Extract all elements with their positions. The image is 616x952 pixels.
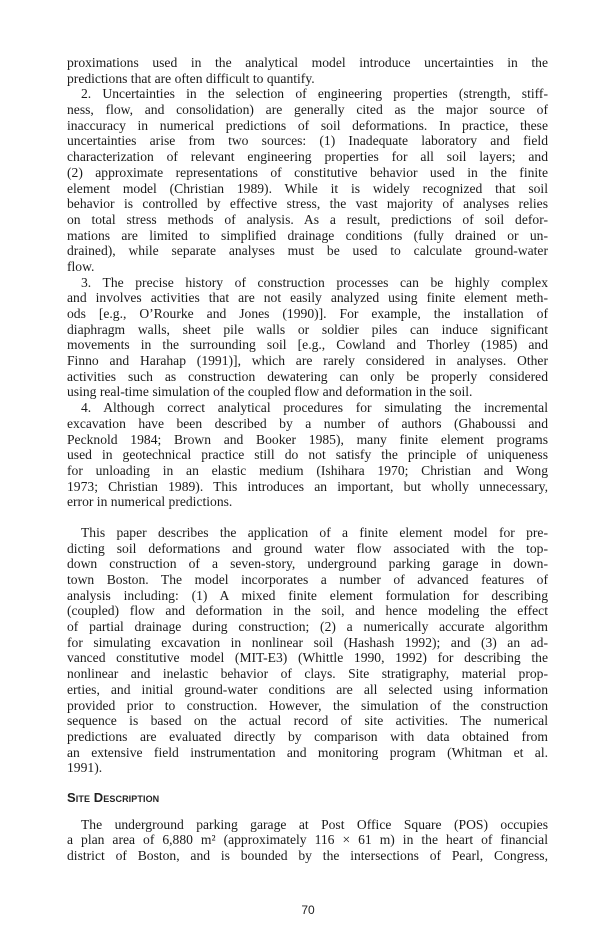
text-line: for simulating excavation in nonlinear soil (Hashash 1992); and (3) an ad- — [67, 634, 548, 650]
text-line: and involves activities that are not easily analyzed using finite element meth- — [67, 290, 548, 306]
paragraph — [67, 86, 548, 274]
text-line: using real-time simulation of the coupled flow and deformation in the soil. — [67, 384, 473, 400]
paragraph — [67, 400, 548, 510]
text-line: for unloading in an elastic medium (Ishihara 1970; Christian and Wong — [67, 462, 548, 478]
text-line: Finno and Harahap (1991)], which are rarely considered in analyses. Other — [67, 353, 548, 369]
text-line: 4. Although correct analytical procedures for simulating the incremental — [81, 400, 548, 416]
text-line: behavior is controlled by effective stress, the vast majority of analyses relies — [67, 196, 548, 212]
text-line: characterization of relevant engineering properties for all soil layers; and — [67, 149, 548, 165]
text-line: analysis including: (1) A mixed finite element formulation for describing — [67, 587, 548, 603]
text-line: element model (Christian 1989). While it is widely recognized that soil — [67, 180, 548, 196]
text-line: a plan area of 6,880 m² (approximately 116 × 61 m) in the heart of financial — [67, 832, 548, 848]
text-line: dicting soil deformations and ground water flow associated with the top- — [67, 540, 548, 556]
text-line: error in numerical predictions. — [67, 494, 233, 510]
text-line: used in geotechnical practice still do not satisfy the principle of uniqueness — [67, 447, 548, 463]
text-line: (coupled) flow and deformation in the soil, and hence modeling the effect — [67, 603, 548, 619]
text-line: ness, flow, and consolidation) are generally cited as the major source of — [67, 102, 548, 118]
text-line: mations are limited to simplified drainage conditions (fully drained or un- — [67, 227, 548, 243]
text-line: Pecknold 1984; Brown and Booker 1985), many finite element programs — [67, 431, 548, 447]
text-line: flow. — [67, 258, 95, 274]
text-line: activities such as construction dewatering can only be properly considered — [67, 368, 548, 384]
text-line: provided prior to construction. However, the simulation of the construction — [67, 697, 548, 713]
text-line: sequence is based on the actual record of site activities. The numerical — [67, 713, 548, 729]
text-line: uncertainties arise from two sources: (1) Inadequate laboratory and field — [67, 133, 548, 149]
text-line: 3. The precise history of construction processes can be highly complex — [81, 274, 548, 290]
text-line: town Boston. The model incorporates a number of advanced features of — [67, 572, 548, 587]
text-line: erties, and initial ground-water conditions are all selected using information — [67, 681, 548, 697]
section-heading: Site Description — [67, 789, 160, 805]
text-line: inaccuracy in numerical predictions of soil deformations. In practice, these — [67, 117, 548, 133]
text-line: district of Boston, and is bounded by the intersections of Pearl, Congress, — [67, 848, 548, 864]
text-line: nonlinear and inelastic behavior of clays. Site stratigraphy, material prop- — [67, 666, 548, 682]
text-line: This paper describes the application of a finite element model for pre- — [81, 524, 548, 540]
text-line: proximations used in the analytical model introduce uncertainties in the — [67, 55, 548, 70]
text-line: down construction of a seven-story, underground parking garage in down- — [67, 556, 548, 572]
text-line: diaphragm walls, sheet pile walls or soldier piles can induce significant — [67, 321, 548, 337]
text-line: excavation have been described by a number of authors (Ghaboussi and — [67, 415, 548, 431]
paragraph — [67, 55, 548, 86]
page-body — [67, 55, 548, 864]
text-line: drained), while separate analyses must be used to calculate ground-water — [67, 243, 548, 259]
text-line: movements in the surrounding soil [e.g., Cowland and Thorley (1985) and — [67, 337, 548, 353]
paragraph — [67, 525, 548, 776]
paragraph — [67, 817, 548, 864]
text-line: The underground parking garage at Post Office Square (POS) occupies — [81, 816, 548, 832]
text-line: vanced constitutive model (MIT-E3) (Whittle 1990, 1992) for describing the — [67, 650, 548, 666]
text-line: 1973; Christian 1989). This introduces an important, but wholly unnecessary, — [67, 478, 548, 494]
text-line: (2) approximate representations of constitutive behavior used in the finite — [67, 164, 548, 180]
text-line: of partial drainage during construction; (2) a numerically accurate algorithm — [67, 619, 548, 635]
text-line: ods [e.g., O’Rourke and Jones (1990)]. For example, the installation of — [67, 306, 548, 321]
text-line: 1991). — [67, 760, 103, 776]
page-number: 70 — [301, 903, 315, 917]
paragraph-spacer — [67, 510, 548, 525]
text-line: 2. Uncertainties in the selection of engineering properties (strength, stiff- — [81, 86, 548, 102]
text-line: on total stress methods of analysis. As a result, predictions of soil defor- — [67, 211, 548, 227]
text-line: an extensive field instrumentation and monitoring program (Whitman et al. — [67, 744, 548, 760]
text-line: predictions are evaluated directly by comparison with data obtained from — [67, 728, 548, 744]
paragraph — [67, 275, 548, 401]
text-line: predictions that are often difficult to quantify. — [67, 70, 315, 86]
